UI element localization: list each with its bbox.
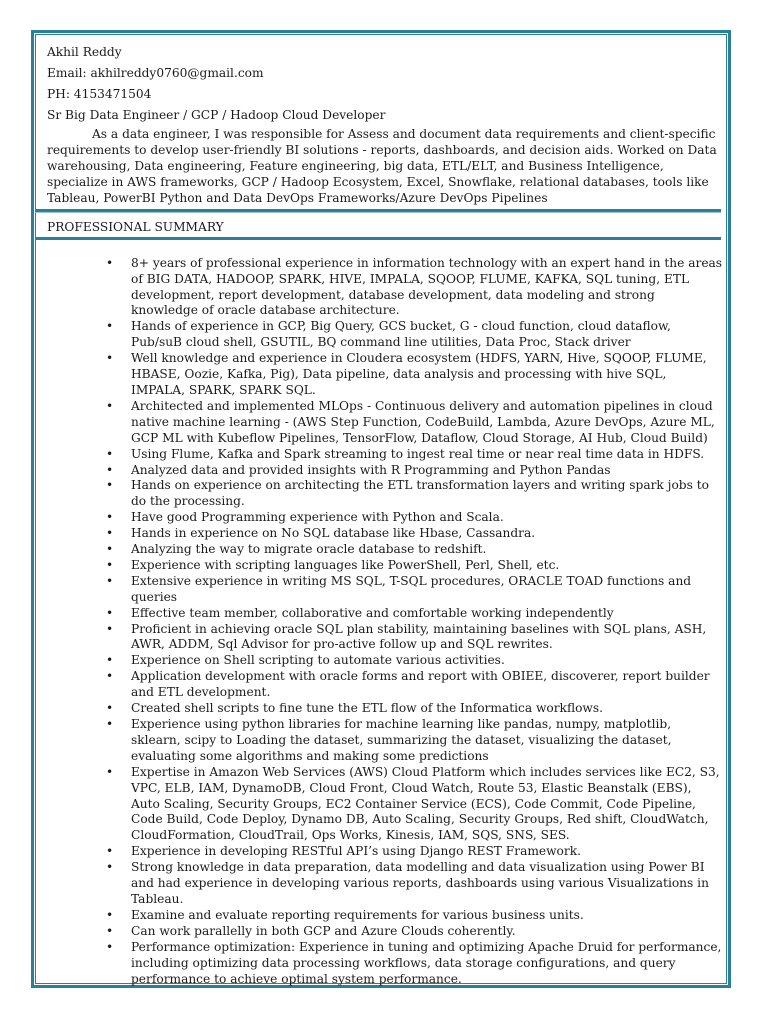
- summary-item: • Hands of experience in GCP, Big Query, GCS bucket, G - cloud function, cloud dataflow, Pub/suB cloud shell, GSUTIL, BQ command line utilities, Data Proc, Stack driver: [131, 319, 723, 351]
- summary-item: • Strong knowledge in data preparation, data modelling and data visualization using Power BI and had experience in developing various reports, dashboards using various Visualizations in Tableau.: [131, 860, 723, 908]
- summary-item: • Can work parallelly in both GCP and Azure Clouds coherently.: [131, 924, 723, 940]
- summary-item: • Using Flume, Kafka and Spark streaming to ingest real time or near real time data in HDFS.: [131, 447, 723, 463]
- summary-item: • Experience with scripting languages like PowerShell, Perl, Shell, etc.: [131, 558, 723, 574]
- summary-item: • Hands in experience on No SQL database like Hbase, Cassandra.: [131, 526, 723, 542]
- section-divider-bottom: [35, 237, 721, 240]
- summary-item: • Experience on Shell scripting to automate various activities.: [131, 653, 723, 669]
- summary-item: • Analyzed data and provided insights with R Programming and Python Pandas: [131, 463, 723, 479]
- summary-item: • Experience using python libraries for machine learning like pandas, numpy, matplotlib, sklearn, scipy to Loading the dataset, summarizing the dataset, visualizing the dataset, evaluating some algorithms and making some predictions: [131, 717, 723, 765]
- summary-item: • Created shell scripts to fine tune the ETL flow of the Informatica workflows.: [131, 701, 723, 717]
- intro-paragraph: As a data engineer, I was responsible for Assess and document data requirements and client-specific requirements to develop user-friendly BI solutions - reports, dashboards, and decision aids. Worked on Data warehousing, Data engineering, Feature engineering, big data, ETL/ELT, and Business Intelligence, specialize in AWS frameworks, GCP / Hadoop Ecosystem, Excel, Snowflake, relational databases, tools like Tableau, PowerBI Python and Data DevOps Frameworks/Azure DevOps Pipelines: [47, 127, 717, 205]
- summary-item: • Effective team member, collaborative and comfortable working independently: [131, 606, 723, 622]
- summary-item: • Extensive experience in writing MS SQL, T-SQL procedures, ORACLE TOAD functions and queries: [131, 574, 723, 606]
- candidate-name: Akhil Reddy: [47, 45, 122, 59]
- section-divider-top: [35, 209, 721, 213]
- summary-item: • Have good Programming experience with Python and Scala.: [131, 510, 723, 526]
- summary-item: • Architected and implemented MLOps - Continuous delivery and automation pipelines in cloud native machine learning - (AWS Step Function, CodeBuild, Lambda, Azure DevOps, Azure ML, GCP ML with Kubeflow Pipelines, TensorFlow, Dataflow, Cloud Storage, AI Hub, Cloud Build): [131, 399, 723, 447]
- resume-content: [47, 45, 723, 987]
- summary-item: • Analyzing the way to migrate oracle database to redshift.: [131, 542, 723, 558]
- summary-item: • Examine and evaluate reporting requirements for various business units.: [131, 908, 723, 924]
- summary-item: • Well knowledge and experience in Cloudera ecosystem (HDFS, YARN, Hive, SQOOP, FLUME, HBASE, Oozie, Kafka, Pig), Data pipeline, data analysis and processing with hive SQL, IMPALA, SPARK, SPARK SQL.: [131, 351, 723, 399]
- summary-item: • Hands on experience on architecting the ETL transformation layers and writing spark jobs to do the processing.: [131, 478, 723, 510]
- summary-item: • Experience in developing RESTful API’s using Django REST Framework.: [131, 844, 723, 860]
- summary-item: • 8+ years of professional experience in information technology with an expert hand in the areas of BIG DATA, HADOOP, SPARK, HIVE, IMPALA, SQOOP, FLUME, KAFKA, SQL tuning, ETL development, report development, database development, data modeling and strong knowledge of oracle database architecture.: [131, 256, 723, 320]
- summary-item: • Application development with oracle forms and report with OBIEE, discoverer, report builder and ETL development.: [131, 669, 723, 701]
- candidate-email: Email: akhilreddy0760@gmail.com: [47, 66, 264, 81]
- summary-list: [47, 256, 723, 988]
- summary-item: • Performance optimization: Experience in tuning and optimizing Apache Druid for performance, including optimizing data processing workflows, data storage configurations, and query performance to achieve optimal system performance.: [131, 940, 723, 988]
- summary-item: • Expertise in Amazon Web Services (AWS) Cloud Platform which includes services like EC2, S3, VPC, ELB, IAM, DynamoDB, Cloud Front, Cloud Watch, Route 53, Elastic Beanstalk (EBS), Auto Scaling, Security Groups, EC2 Container Service (ECS), Code Commit, Code Pipeline, Code Build, Code Deploy, Dynamo DB, Auto Scaling, Security Groups, Red shift, CloudWatch, CloudFormation, CloudTrail, Ops Works, Kinesis, IAM, SQS, SNS, SES.: [131, 765, 723, 845]
- summary-item: • Proficient in achieving oracle SQL plan stability, maintaining baselines with SQL plans, ASH, AWR, ADDM, Sql Advisor for pro-active follow up and SQL rewrites.: [131, 622, 723, 654]
- candidate-phone: PH: 4153471504: [47, 87, 152, 102]
- section-heading-professional-summary: PROFESSIONAL SUMMARY: [47, 219, 224, 234]
- candidate-title: Sr Big Data Engineer / GCP / Hadoop Cloud Developer: [47, 108, 386, 123]
